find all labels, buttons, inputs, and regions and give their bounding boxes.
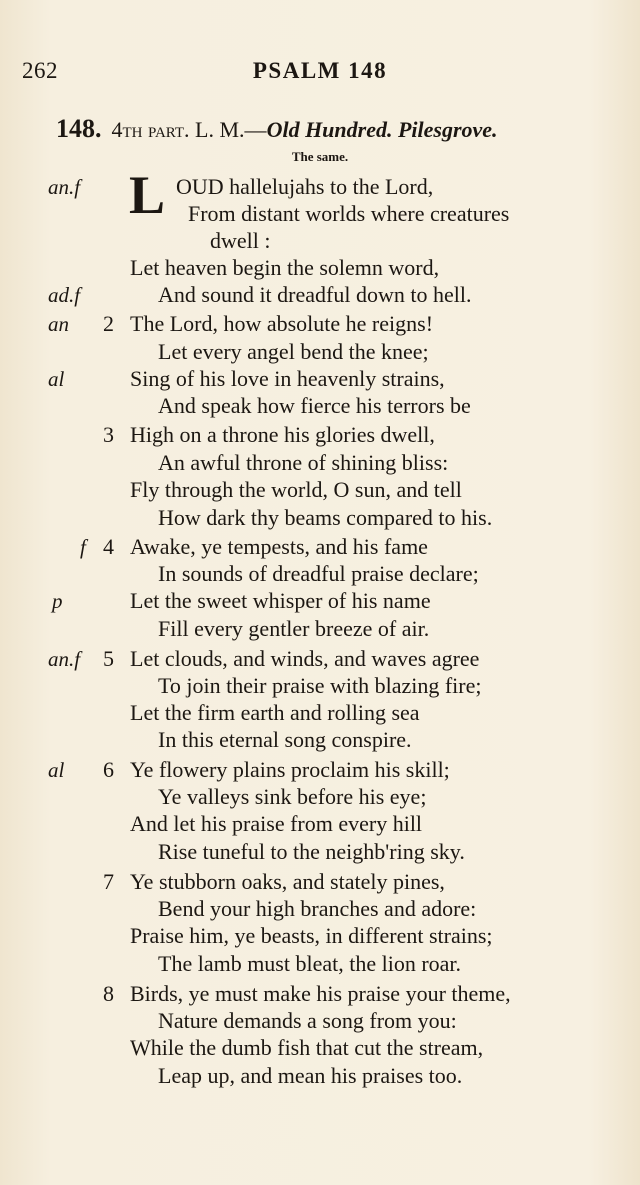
verse-number: 4 [103, 534, 114, 559]
hymn-line: Let every angel bend the knee; [158, 339, 429, 364]
hymn-line: The Lord, how absolute he reigns! [130, 311, 434, 336]
verse-number: 6 [103, 757, 114, 782]
hymn-line: Let clouds, and winds, and waves agree [130, 646, 480, 671]
running-title: PSALM 148 [252, 58, 388, 83]
hymn-line: And speak how fierce his terrors be [158, 393, 471, 418]
page-header [22, 58, 618, 88]
hymn-line: Ye stubborn oaks, and stately pines, [130, 869, 445, 894]
hymn-line: In this eternal song conspire. [158, 727, 412, 752]
hymn-line: Ye flowery plains proclaim his skill; [130, 757, 450, 782]
hymn-line: Rise tuneful to the neighb'ring sky. [158, 839, 465, 864]
hymn-line: OUD hallelujahs to the Lord, [176, 174, 434, 199]
hymn-line: Nature demands a song from you: [158, 1008, 457, 1033]
verse-number: 3 [103, 422, 114, 447]
hymn-line: And sound it dreadful down to hell. [158, 282, 472, 307]
hymn-line: From distant worlds where creatures [188, 201, 510, 226]
hymn-line: Let the sweet whisper of his name [130, 588, 431, 613]
hymn-heading [56, 114, 616, 144]
hymn-line: Sing of his love in heavenly strains, [130, 366, 445, 391]
hymn-line: Let the firm earth and rolling sea [130, 700, 420, 725]
hymn-number: 148. [56, 114, 102, 143]
verse-number: 7 [103, 869, 114, 894]
hymn-line: Bend your high branches and adore: [158, 896, 477, 921]
hymn-subtitle: The same. [291, 149, 349, 164]
hymn-part-meter: 4th part. L. M.— [111, 117, 267, 142]
hymn-line: Leap up, and mean his praises too. [158, 1063, 463, 1088]
hymn-line: Fill every gentler breeze of air. [158, 616, 430, 641]
dynamics-mark: an.f [48, 647, 81, 671]
verse-number: 2 [103, 311, 114, 336]
hymn-tune-names: Old Hundred. Pilesgrove. [266, 117, 498, 142]
verse-number: 8 [103, 981, 114, 1006]
hymn-line: An awful throne of shining bliss: [158, 450, 449, 475]
hymn-line: To join their praise with blazing fire; [158, 673, 482, 698]
hymn-line: In sounds of dreadful praise declare; [158, 561, 479, 586]
dynamics-mark: an [48, 312, 69, 336]
hymn-line: And let his praise from every hill [130, 811, 423, 836]
hymn-line: While the dumb fish that cut the stream, [130, 1035, 484, 1060]
verse-number: 5 [103, 646, 114, 671]
hymn-line: The lamb must bleat, the lion roar. [158, 951, 462, 976]
hymn-line: Awake, ye tempests, and his fame [130, 534, 428, 559]
hymn-line: High on a throne his glories dwell, [130, 422, 435, 447]
dynamics-mark: ad.f [48, 283, 81, 307]
hymn-line: Let heaven begin the solemn word, [130, 255, 440, 280]
dynamics-mark: al [48, 758, 65, 782]
dynamics-mark: an.f [48, 175, 81, 199]
hymn-line: dwell : [210, 228, 271, 253]
hymn-line: How dark thy beams compared to his. [158, 505, 493, 530]
dynamics-mark: p [52, 589, 63, 613]
page-number: 262 [22, 58, 58, 83]
hymn-line: Fly through the world, O sun, and tell [130, 477, 462, 502]
dynamics-mark: al [48, 367, 65, 391]
hymn-line: Ye valleys sink before his eye; [158, 784, 427, 809]
dynamics-mark: f [80, 535, 86, 559]
hymn-line: Praise him, ye beasts, in different strains; [130, 923, 493, 948]
drop-cap: L [129, 165, 166, 225]
hymn-line: Birds, ye must make his praise your theme, [130, 981, 511, 1006]
